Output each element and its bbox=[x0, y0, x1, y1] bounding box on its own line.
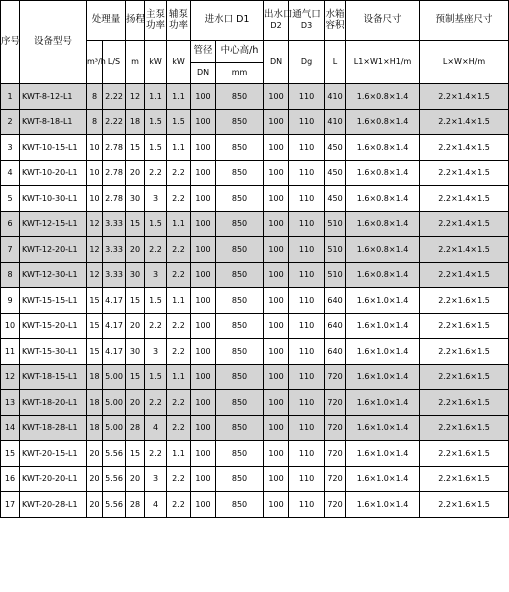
table-row bbox=[1, 313, 509, 339]
row-main-power: 4 bbox=[145, 492, 167, 518]
header-lift: 扬程 bbox=[126, 1, 145, 41]
row-flow-ls: 5.00 bbox=[103, 364, 126, 390]
row-outlet: 100 bbox=[264, 160, 289, 186]
row-center-height: 850 bbox=[216, 109, 264, 135]
row-flow-ls: 2.78 bbox=[103, 135, 126, 161]
header-aux-power: 辅泵功率 bbox=[167, 1, 191, 41]
row-flow-ls: 3.33 bbox=[103, 262, 126, 288]
row-flow-m3h: 15 bbox=[87, 339, 103, 365]
row-aux-power: 1.1 bbox=[167, 364, 191, 390]
row-tank-volume: 720 bbox=[325, 466, 346, 492]
row-flow-m3h: 10 bbox=[87, 160, 103, 186]
header-center-height: 中心高/h bbox=[216, 41, 264, 63]
row-dimensions: 1.6×1.0×1.4 bbox=[346, 339, 420, 365]
row-seq: 16 bbox=[1, 466, 20, 492]
row-dimensions: 1.6×1.0×1.4 bbox=[346, 288, 420, 314]
row-base-dimensions: 2.2×1.6×1.5 bbox=[420, 313, 509, 339]
row-lift: 28 bbox=[126, 492, 145, 518]
row-vent: 110 bbox=[289, 211, 325, 237]
header-tank-volume: 水箱容积 bbox=[325, 1, 346, 41]
row-aux-power: 1.5 bbox=[167, 109, 191, 135]
row-flow-m3h: 20 bbox=[87, 492, 103, 518]
row-tank-volume: 410 bbox=[325, 109, 346, 135]
row-flow-ls: 5.56 bbox=[103, 466, 126, 492]
header-pipe-diameter: 管径 bbox=[191, 41, 216, 63]
row-pipe-diameter: 100 bbox=[191, 211, 216, 237]
row-flow-m3h: 10 bbox=[87, 135, 103, 161]
row-lift: 30 bbox=[126, 262, 145, 288]
row-main-power: 3 bbox=[145, 186, 167, 212]
row-tank-volume: 510 bbox=[325, 262, 346, 288]
row-outlet: 100 bbox=[264, 415, 289, 441]
row-flow-m3h: 12 bbox=[87, 237, 103, 263]
row-base-dimensions: 2.2×1.6×1.5 bbox=[420, 364, 509, 390]
row-main-power: 1.5 bbox=[145, 288, 167, 314]
row-flow-ls: 3.33 bbox=[103, 237, 126, 263]
row-base-dimensions: 2.2×1.6×1.5 bbox=[420, 441, 509, 467]
row-outlet: 100 bbox=[264, 492, 289, 518]
header-outlet-label: 出水口 bbox=[264, 9, 293, 21]
table-row bbox=[1, 492, 509, 518]
row-seq: 17 bbox=[1, 492, 20, 518]
row-flow-ls: 5.00 bbox=[103, 390, 126, 416]
row-tank-volume: 640 bbox=[325, 339, 346, 365]
row-flow-m3h: 8 bbox=[87, 84, 103, 110]
row-flow-ls: 2.22 bbox=[103, 84, 126, 110]
row-vent: 110 bbox=[289, 186, 325, 212]
row-main-power: 1.1 bbox=[145, 84, 167, 110]
table-row bbox=[1, 160, 509, 186]
table-row bbox=[1, 466, 509, 492]
row-flow-m3h: 20 bbox=[87, 466, 103, 492]
row-vent: 110 bbox=[289, 339, 325, 365]
table-row bbox=[1, 135, 509, 161]
row-aux-power: 2.2 bbox=[167, 415, 191, 441]
table-row bbox=[1, 84, 509, 110]
row-base-dimensions: 2.2×1.6×1.5 bbox=[420, 415, 509, 441]
row-model: KWT-8-18-L1 bbox=[20, 109, 87, 135]
row-model: KWT-8-12-L1 bbox=[20, 84, 87, 110]
row-vent: 110 bbox=[289, 415, 325, 441]
row-pipe-diameter: 100 bbox=[191, 237, 216, 263]
row-pipe-diameter: 100 bbox=[191, 492, 216, 518]
row-flow-ls: 4.17 bbox=[103, 313, 126, 339]
row-base-dimensions: 2.2×1.4×1.5 bbox=[420, 135, 509, 161]
row-aux-power: 2.2 bbox=[167, 160, 191, 186]
header-flow: 处理量 bbox=[87, 1, 126, 41]
table-body bbox=[1, 84, 509, 518]
row-tank-volume: 640 bbox=[325, 313, 346, 339]
table-row bbox=[1, 390, 509, 416]
unit-base-dimensions: L×W×H/m bbox=[420, 41, 509, 84]
row-flow-m3h: 12 bbox=[87, 262, 103, 288]
row-flow-ls: 5.56 bbox=[103, 492, 126, 518]
table-row bbox=[1, 364, 509, 390]
row-pipe-diameter: 100 bbox=[191, 364, 216, 390]
row-seq: 2 bbox=[1, 109, 20, 135]
row-seq: 1 bbox=[1, 84, 20, 110]
row-tank-volume: 450 bbox=[325, 160, 346, 186]
row-aux-power: 2.2 bbox=[167, 186, 191, 212]
row-aux-power: 2.2 bbox=[167, 237, 191, 263]
header-outlet bbox=[264, 1, 293, 41]
row-dimensions: 1.6×1.0×1.4 bbox=[346, 441, 420, 467]
row-tank-volume: 450 bbox=[325, 135, 346, 161]
row-pipe-diameter: 100 bbox=[191, 339, 216, 365]
row-outlet: 100 bbox=[264, 466, 289, 492]
row-vent: 110 bbox=[289, 135, 325, 161]
row-lift: 30 bbox=[126, 339, 145, 365]
row-dimensions: 1.6×0.8×1.4 bbox=[346, 262, 420, 288]
row-center-height: 850 bbox=[216, 313, 264, 339]
row-lift: 20 bbox=[126, 237, 145, 263]
row-aux-power: 2.2 bbox=[167, 313, 191, 339]
row-aux-power: 2.2 bbox=[167, 262, 191, 288]
unit-vent: Dg bbox=[289, 41, 325, 84]
row-outlet: 100 bbox=[264, 135, 289, 161]
row-outlet: 100 bbox=[264, 390, 289, 416]
row-base-dimensions: 2.2×1.4×1.5 bbox=[420, 237, 509, 263]
row-vent: 110 bbox=[289, 84, 325, 110]
unit-flow-m3h: m³/h bbox=[87, 41, 103, 84]
row-center-height: 850 bbox=[216, 211, 264, 237]
row-model: KWT-10-15-L1 bbox=[20, 135, 87, 161]
row-dimensions: 1.6×1.0×1.4 bbox=[346, 364, 420, 390]
row-main-power: 1.5 bbox=[145, 364, 167, 390]
row-pipe-diameter: 100 bbox=[191, 135, 216, 161]
row-outlet: 100 bbox=[264, 186, 289, 212]
row-seq: 3 bbox=[1, 135, 20, 161]
row-center-height: 850 bbox=[216, 160, 264, 186]
header-model: 设备型号 bbox=[20, 1, 87, 84]
row-center-height: 850 bbox=[216, 135, 264, 161]
row-vent: 110 bbox=[289, 441, 325, 467]
row-seq: 13 bbox=[1, 390, 20, 416]
row-flow-m3h: 18 bbox=[87, 390, 103, 416]
row-model: KWT-20-20-L1 bbox=[20, 466, 87, 492]
row-lift: 30 bbox=[126, 186, 145, 212]
header-seq: 序号 bbox=[1, 1, 20, 84]
header-outlet-code: D2 bbox=[270, 21, 282, 31]
row-pipe-diameter: 100 bbox=[191, 441, 216, 467]
row-vent: 110 bbox=[289, 313, 325, 339]
row-seq: 6 bbox=[1, 211, 20, 237]
table-row bbox=[1, 415, 509, 441]
row-model: KWT-12-15-L1 bbox=[20, 211, 87, 237]
row-model: KWT-18-20-L1 bbox=[20, 390, 87, 416]
row-pipe-diameter: 100 bbox=[191, 390, 216, 416]
row-center-height: 850 bbox=[216, 186, 264, 212]
unit-flow-ls: L/S bbox=[103, 41, 126, 84]
row-tank-volume: 720 bbox=[325, 492, 346, 518]
row-dimensions: 1.6×0.8×1.4 bbox=[346, 160, 420, 186]
header-base-dimensions: 预制基座尺寸 bbox=[420, 1, 509, 41]
row-seq: 10 bbox=[1, 313, 20, 339]
table-row bbox=[1, 288, 509, 314]
row-tank-volume: 450 bbox=[325, 186, 346, 212]
row-seq: 11 bbox=[1, 339, 20, 365]
row-aux-power: 2.2 bbox=[167, 492, 191, 518]
row-pipe-diameter: 100 bbox=[191, 109, 216, 135]
row-model: KWT-10-30-L1 bbox=[20, 186, 87, 212]
row-base-dimensions: 2.2×1.4×1.5 bbox=[420, 84, 509, 110]
row-main-power: 2.2 bbox=[145, 160, 167, 186]
row-flow-m3h: 12 bbox=[87, 211, 103, 237]
row-vent: 110 bbox=[289, 492, 325, 518]
row-main-power: 2.2 bbox=[145, 313, 167, 339]
unit-pipe-diameter: DN bbox=[191, 63, 216, 84]
row-flow-m3h: 10 bbox=[87, 186, 103, 212]
unit-aux-power: kW bbox=[167, 41, 191, 84]
row-model: KWT-15-15-L1 bbox=[20, 288, 87, 314]
row-outlet: 100 bbox=[264, 339, 289, 365]
row-outlet: 100 bbox=[264, 84, 289, 110]
row-vent: 110 bbox=[289, 262, 325, 288]
row-vent: 110 bbox=[289, 390, 325, 416]
row-aux-power: 1.1 bbox=[167, 135, 191, 161]
row-outlet: 100 bbox=[264, 288, 289, 314]
row-outlet: 100 bbox=[264, 441, 289, 467]
unit-outlet: DN bbox=[264, 41, 289, 84]
row-main-power: 4 bbox=[145, 415, 167, 441]
row-tank-volume: 720 bbox=[325, 441, 346, 467]
row-dimensions: 1.6×0.8×1.4 bbox=[346, 237, 420, 263]
row-flow-m3h: 15 bbox=[87, 313, 103, 339]
row-base-dimensions: 2.2×1.6×1.5 bbox=[420, 390, 509, 416]
row-tank-volume: 510 bbox=[325, 237, 346, 263]
row-center-height: 850 bbox=[216, 364, 264, 390]
header-main-power: 主泵功率 bbox=[145, 1, 167, 41]
header-inlet: 进水口 D1 bbox=[191, 1, 264, 41]
row-aux-power: 1.1 bbox=[167, 211, 191, 237]
row-lift: 15 bbox=[126, 364, 145, 390]
row-model: KWT-15-20-L1 bbox=[20, 313, 87, 339]
row-base-dimensions: 2.2×1.6×1.5 bbox=[420, 466, 509, 492]
row-seq: 14 bbox=[1, 415, 20, 441]
row-center-height: 850 bbox=[216, 262, 264, 288]
row-aux-power: 2.2 bbox=[167, 390, 191, 416]
row-aux-power: 2.2 bbox=[167, 466, 191, 492]
row-flow-ls: 2.78 bbox=[103, 160, 126, 186]
row-base-dimensions: 2.2×1.6×1.5 bbox=[420, 339, 509, 365]
row-base-dimensions: 2.2×1.6×1.5 bbox=[420, 288, 509, 314]
row-pipe-diameter: 100 bbox=[191, 466, 216, 492]
row-lift: 15 bbox=[126, 135, 145, 161]
unit-tank-volume: L bbox=[325, 41, 346, 84]
row-vent: 110 bbox=[289, 466, 325, 492]
row-outlet: 100 bbox=[264, 262, 289, 288]
header-vent bbox=[289, 1, 325, 41]
row-flow-m3h: 8 bbox=[87, 109, 103, 135]
row-aux-power: 1.1 bbox=[167, 84, 191, 110]
row-flow-ls: 5.56 bbox=[103, 441, 126, 467]
row-model: KWT-15-30-L1 bbox=[20, 339, 87, 365]
row-model: KWT-18-28-L1 bbox=[20, 415, 87, 441]
row-flow-m3h: 15 bbox=[87, 288, 103, 314]
row-dimensions: 1.6×0.8×1.4 bbox=[346, 109, 420, 135]
row-tank-volume: 720 bbox=[325, 390, 346, 416]
row-lift: 20 bbox=[126, 313, 145, 339]
row-dimensions: 1.6×0.8×1.4 bbox=[346, 135, 420, 161]
row-outlet: 100 bbox=[264, 364, 289, 390]
table-row bbox=[1, 109, 509, 135]
unit-main-power: kW bbox=[145, 41, 167, 84]
row-vent: 110 bbox=[289, 109, 325, 135]
row-center-height: 850 bbox=[216, 441, 264, 467]
table-row bbox=[1, 211, 509, 237]
unit-dimensions: L1×W1×H1/m bbox=[346, 41, 420, 84]
row-model: KWT-10-20-L1 bbox=[20, 160, 87, 186]
row-dimensions: 1.6×1.0×1.4 bbox=[346, 415, 420, 441]
row-lift: 15 bbox=[126, 211, 145, 237]
row-model: KWT-20-28-L1 bbox=[20, 492, 87, 518]
row-main-power: 3 bbox=[145, 262, 167, 288]
row-flow-ls: 2.78 bbox=[103, 186, 126, 212]
row-pipe-diameter: 100 bbox=[191, 415, 216, 441]
row-base-dimensions: 2.2×1.4×1.5 bbox=[420, 160, 509, 186]
row-lift: 20 bbox=[126, 466, 145, 492]
row-model: KWT-18-15-L1 bbox=[20, 364, 87, 390]
table-row bbox=[1, 339, 509, 365]
row-tank-volume: 510 bbox=[325, 211, 346, 237]
row-center-height: 850 bbox=[216, 390, 264, 416]
row-main-power: 3 bbox=[145, 466, 167, 492]
row-base-dimensions: 2.2×1.6×1.5 bbox=[420, 492, 509, 518]
row-aux-power: 1.1 bbox=[167, 288, 191, 314]
row-vent: 110 bbox=[289, 288, 325, 314]
table-row bbox=[1, 186, 509, 212]
row-seq: 12 bbox=[1, 364, 20, 390]
row-lift: 15 bbox=[126, 288, 145, 314]
row-pipe-diameter: 100 bbox=[191, 160, 216, 186]
row-aux-power: 2.2 bbox=[167, 339, 191, 365]
header-dimensions: 设备尺寸 bbox=[346, 1, 420, 41]
unit-center-height: mm bbox=[216, 63, 264, 84]
row-base-dimensions: 2.2×1.4×1.5 bbox=[420, 211, 509, 237]
row-pipe-diameter: 100 bbox=[191, 313, 216, 339]
row-seq: 4 bbox=[1, 160, 20, 186]
row-lift: 15 bbox=[126, 441, 145, 467]
row-flow-ls: 4.17 bbox=[103, 288, 126, 314]
row-main-power: 1.5 bbox=[145, 211, 167, 237]
row-flow-m3h: 20 bbox=[87, 441, 103, 467]
row-main-power: 1.5 bbox=[145, 135, 167, 161]
header-vent-label: 通气口 bbox=[292, 9, 321, 21]
row-base-dimensions: 2.2×1.4×1.5 bbox=[420, 186, 509, 212]
row-outlet: 100 bbox=[264, 237, 289, 263]
row-dimensions: 1.6×1.0×1.4 bbox=[346, 313, 420, 339]
row-lift: 20 bbox=[126, 390, 145, 416]
row-model: KWT-20-15-L1 bbox=[20, 441, 87, 467]
row-pipe-diameter: 100 bbox=[191, 186, 216, 212]
row-aux-power: 1.1 bbox=[167, 441, 191, 467]
row-lift: 28 bbox=[126, 415, 145, 441]
row-main-power: 3 bbox=[145, 339, 167, 365]
row-seq: 7 bbox=[1, 237, 20, 263]
row-model: KWT-12-30-L1 bbox=[20, 262, 87, 288]
row-vent: 110 bbox=[289, 160, 325, 186]
row-tank-volume: 410 bbox=[325, 84, 346, 110]
row-seq: 9 bbox=[1, 288, 20, 314]
row-pipe-diameter: 100 bbox=[191, 84, 216, 110]
row-main-power: 1.5 bbox=[145, 109, 167, 135]
row-outlet: 100 bbox=[264, 109, 289, 135]
row-main-power: 2.2 bbox=[145, 441, 167, 467]
row-center-height: 850 bbox=[216, 415, 264, 441]
row-main-power: 2.2 bbox=[145, 390, 167, 416]
row-center-height: 850 bbox=[216, 492, 264, 518]
table-row bbox=[1, 262, 509, 288]
row-flow-m3h: 18 bbox=[87, 364, 103, 390]
row-pipe-diameter: 100 bbox=[191, 288, 216, 314]
row-vent: 110 bbox=[289, 237, 325, 263]
row-center-height: 850 bbox=[216, 339, 264, 365]
row-flow-ls: 4.17 bbox=[103, 339, 126, 365]
row-dimensions: 1.6×1.0×1.4 bbox=[346, 390, 420, 416]
row-tank-volume: 720 bbox=[325, 364, 346, 390]
row-lift: 20 bbox=[126, 160, 145, 186]
row-dimensions: 1.6×1.0×1.4 bbox=[346, 466, 420, 492]
row-seq: 8 bbox=[1, 262, 20, 288]
row-center-height: 850 bbox=[216, 466, 264, 492]
row-center-height: 850 bbox=[216, 84, 264, 110]
row-lift: 18 bbox=[126, 109, 145, 135]
row-flow-ls: 2.22 bbox=[103, 109, 126, 135]
row-dimensions: 1.6×0.8×1.4 bbox=[346, 186, 420, 212]
header-vent-code: D3 bbox=[300, 21, 313, 31]
row-outlet: 100 bbox=[264, 211, 289, 237]
row-center-height: 850 bbox=[216, 237, 264, 263]
row-outlet: 100 bbox=[264, 313, 289, 339]
row-tank-volume: 720 bbox=[325, 415, 346, 441]
row-seq: 5 bbox=[1, 186, 20, 212]
row-flow-ls: 3.33 bbox=[103, 211, 126, 237]
row-model: KWT-12-20-L1 bbox=[20, 237, 87, 263]
row-flow-ls: 5.00 bbox=[103, 415, 126, 441]
row-dimensions: 1.6×0.8×1.4 bbox=[346, 211, 420, 237]
row-flow-m3h: 18 bbox=[87, 415, 103, 441]
row-pipe-diameter: 100 bbox=[191, 262, 216, 288]
row-dimensions: 1.6×1.0×1.4 bbox=[346, 492, 420, 518]
header-row-1 bbox=[1, 1, 509, 41]
row-center-height: 850 bbox=[216, 288, 264, 314]
row-base-dimensions: 2.2×1.4×1.5 bbox=[420, 109, 509, 135]
row-tank-volume: 640 bbox=[325, 288, 346, 314]
row-lift: 12 bbox=[126, 84, 145, 110]
row-seq: 15 bbox=[1, 441, 20, 467]
row-vent: 110 bbox=[289, 364, 325, 390]
row-base-dimensions: 2.2×1.4×1.5 bbox=[420, 262, 509, 288]
unit-lift: m bbox=[126, 41, 145, 84]
table-row bbox=[1, 441, 509, 467]
row-dimensions: 1.6×0.8×1.4 bbox=[346, 84, 420, 110]
table-row bbox=[1, 237, 509, 263]
row-main-power: 2.2 bbox=[145, 237, 167, 263]
